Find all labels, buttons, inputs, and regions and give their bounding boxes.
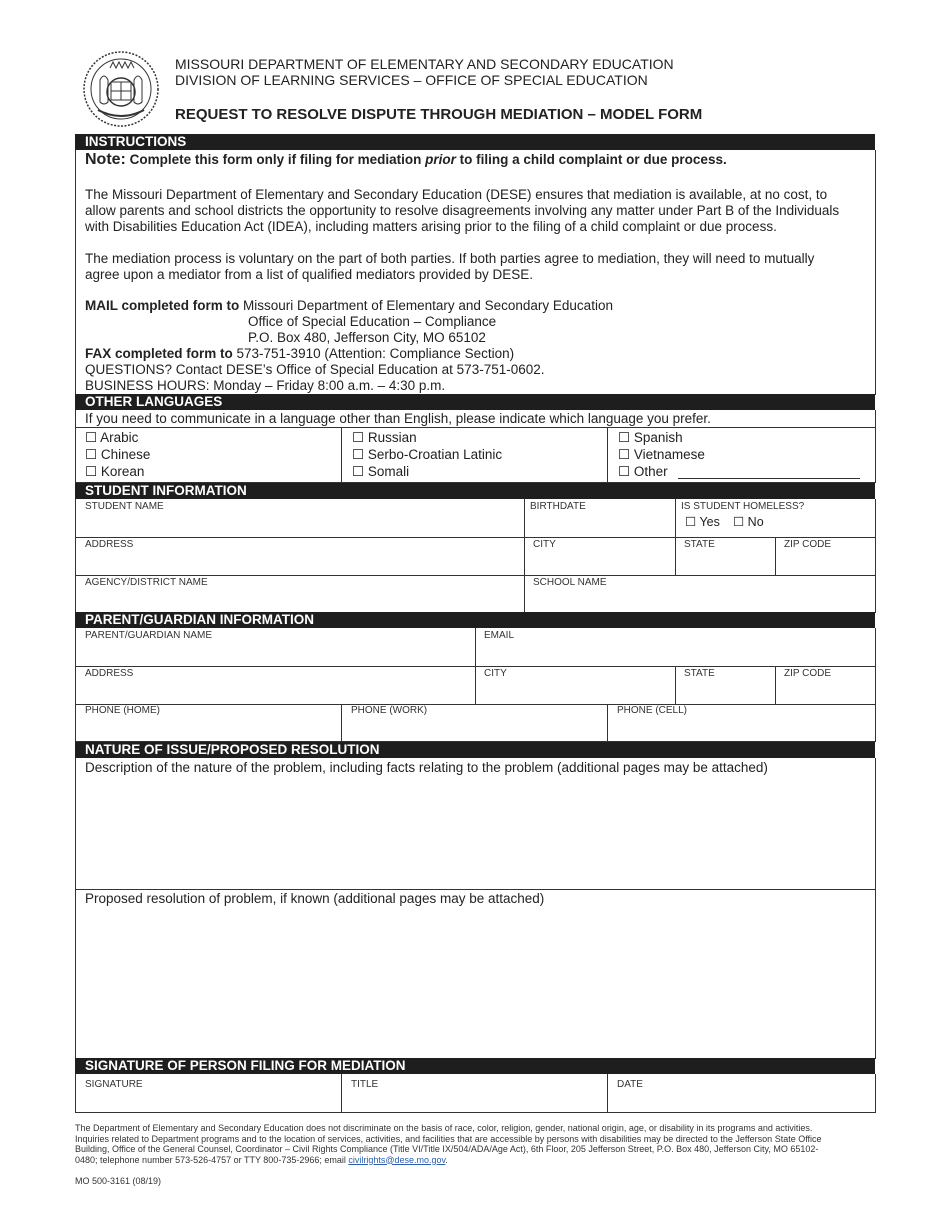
proposed-resolution-field[interactable]: Proposed resolution of problem, if known (additional pages may be attached) <box>85 891 545 906</box>
signature-field[interactable]: SIGNATURE <box>85 1079 143 1090</box>
checkbox-russian[interactable]: ☐ Russian <box>352 430 417 445</box>
checkbox-other[interactable]: ☐ Other <box>618 464 668 479</box>
footer-line-3: Building, Office of the General Counsel, Coordinator – Civil Rights Compliance (Title VI/Title IX/504/ADA/Age Act), 6th Floor, 205 Jefferson Street, P.O. Box 480, Jefferson City, MO 65102- <box>75 1144 819 1154</box>
checkbox-spanish[interactable]: ☐ Spanish <box>618 430 683 445</box>
note-text-b: to filing a child complaint or due process. <box>455 152 727 167</box>
checkbox-serbo-croatian[interactable]: ☐ Serbo-Croatian Latinic <box>352 447 503 462</box>
student-address-field[interactable]: ADDRESS <box>85 539 134 550</box>
phone-cell-field[interactable]: PHONE (CELL) <box>617 705 688 716</box>
agency-district-field[interactable]: AGENCY/DISTRICT NAME <box>85 577 208 588</box>
signature-section <box>75 1074 876 1113</box>
fax-line <box>85 346 514 362</box>
other-languages-heading: OTHER LANGUAGES <box>75 394 875 410</box>
parent-email-field[interactable]: EMAIL <box>484 630 515 641</box>
mail-label: MAIL completed form to <box>85 298 240 313</box>
civil-rights-email-link[interactable]: civilrights@dese.mo.gov <box>348 1154 446 1165</box>
footer-line-4 <box>75 1155 865 1166</box>
parent-info-heading: PARENT/GUARDIAN INFORMATION <box>75 612 875 628</box>
paragraph-1-line-1: The Missouri Department of Elementary and Secondary Education (DESE) ensures that mediation is available, at no cost, to <box>85 187 828 202</box>
footer-end: . <box>445 1154 448 1165</box>
parent-name-field[interactable]: PARENT/GUARDIAN NAME <box>85 630 213 641</box>
fax-number: 573-751-3910 (Attention: Compliance Section) <box>232 346 515 361</box>
checkbox-vietnamese[interactable]: ☐ Vietnamese <box>618 447 705 462</box>
paragraph-2-line-1: The mediation process is voluntary on the part of both parties. If both parties agree to mediation, they will need to mutually <box>85 251 815 266</box>
date-field[interactable]: DATE <box>617 1079 643 1090</box>
parent-city-field[interactable]: CITY <box>484 668 507 679</box>
homeless-yes-checkbox[interactable]: ☐ Yes <box>685 515 720 529</box>
checkbox-arabic[interactable]: ☐ Arabic <box>85 430 139 445</box>
school-name-field[interactable]: SCHOOL NAME <box>533 577 607 588</box>
footer-contact: 0480; telephone number 573-526-4757 or TTY 800-735-2966; email <box>75 1154 349 1165</box>
nature-of-issue-heading: NATURE OF ISSUE/PROPOSED RESOLUTION <box>75 742 875 758</box>
questions-line: QUESTIONS? Contact DESE’s Office of Special Education at 573-751-0602. <box>85 362 545 377</box>
checkbox-somali[interactable]: ☐ Somali <box>352 464 410 479</box>
note-line <box>85 152 727 168</box>
business-hours: BUSINESS HOURS: Monday – Friday 8:00 a.m. – 4:30 p.m. <box>85 378 446 393</box>
checkbox-chinese[interactable]: ☐ Chinese <box>85 447 151 462</box>
birthdate-field[interactable]: BIRTHDATE <box>530 501 586 512</box>
note-text-a: Complete this form only if filing for mediation <box>125 152 426 167</box>
checkbox-korean[interactable]: ☐ Korean <box>85 464 145 479</box>
department-name: MISSOURI DEPARTMENT OF ELEMENTARY AND SECONDARY EDUCATION <box>175 56 674 72</box>
instructions-heading: INSTRUCTIONS <box>75 134 875 150</box>
signature-heading: SIGNATURE OF PERSON FILING FOR MEDIATION <box>75 1058 875 1074</box>
homeless-no-checkbox[interactable]: ☐ No <box>733 515 764 529</box>
student-info-heading: STUDENT INFORMATION <box>75 483 875 499</box>
student-state-field[interactable]: STATE <box>684 539 715 550</box>
student-city-field[interactable]: CITY <box>533 539 556 550</box>
phone-work-field[interactable]: PHONE (WORK) <box>351 705 428 716</box>
parent-zip-field[interactable]: ZIP CODE <box>784 668 832 679</box>
student-name-field[interactable]: STUDENT NAME <box>85 501 164 512</box>
paragraph-1-line-3: with Disabilities Education Act (IDEA), including matters arising prior to the filing of a child complaint or due process. <box>85 219 777 234</box>
phone-home-field[interactable]: PHONE (HOME) <box>85 705 160 716</box>
paragraph-1-line-2: allow parents and school districts the opportunity to resolve disagreements involving any matter under Part B of the Individuals <box>85 203 840 218</box>
fax-label: FAX completed form to <box>85 346 233 361</box>
mail-address-3: P.O. Box 480, Jefferson City, MO 65102 <box>248 330 486 345</box>
form-number: MO 500-3161 (08/19) <box>75 1176 162 1186</box>
division-name: DIVISION OF LEARNING SERVICES – OFFICE OF SPECIAL EDUCATION <box>175 72 648 88</box>
missouri-seal-logo <box>82 50 160 128</box>
issue-section <box>75 758 876 1059</box>
form-title: REQUEST TO RESOLVE DISPUTE THROUGH MEDIATION – MODEL FORM <box>175 106 703 123</box>
mail-line <box>85 298 613 314</box>
paragraph-2-line-2: agree upon a mediator from a list of qualified mediators provided by DESE. <box>85 267 533 282</box>
mail-address-2: Office of Special Education – Compliance <box>248 314 497 329</box>
note-prior: prior <box>425 152 456 167</box>
footer-line-1: The Department of Elementary and Secondary Education does not discriminate on the basis of race, color, religion, gender, national origin, age, or disability in its programs and activities. <box>75 1123 813 1133</box>
note-label: Note: <box>85 151 126 168</box>
footer-line-2: Inquiries related to Department programs and to the location of services, activities, and facilities that are accessible by persons with disabilities may be directed to the Jefferson State Office <box>75 1133 822 1144</box>
mail-address-1: Missouri Department of Elementary and Secondary Education <box>239 298 613 313</box>
non-discrimination-notice <box>75 1123 865 1165</box>
other-language-field[interactable] <box>678 478 860 479</box>
parent-address-field[interactable]: ADDRESS <box>85 668 134 679</box>
languages-prompt: If you need to communicate in a language other than English, please indicate which language you prefer. <box>85 411 711 426</box>
title-field[interactable]: TITLE <box>351 1079 379 1090</box>
parent-state-field[interactable]: STATE <box>684 668 715 679</box>
homeless-label: IS STUDENT HOMELESS? <box>681 501 805 512</box>
student-zip-field[interactable]: ZIP CODE <box>784 539 832 550</box>
problem-description-field[interactable]: Description of the nature of the problem, including facts relating to the problem (additional pages may be attached) <box>85 760 768 775</box>
